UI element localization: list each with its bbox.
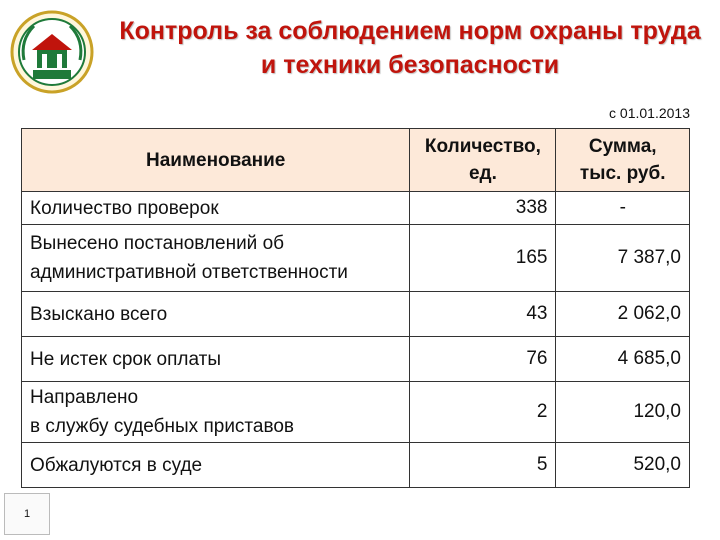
row-name-line-2: в службу судебных приставов [30, 416, 295, 437]
row-quantity: 165 [410, 225, 556, 292]
table-row [22, 192, 690, 225]
page-title [110, 14, 710, 82]
title-line-2: и техники безопасности [260, 51, 560, 79]
row-name-line-1: Количество проверок [30, 197, 219, 219]
table-row [22, 443, 690, 488]
header-quantity [410, 129, 556, 192]
header-quantity-line-2: ед. [468, 163, 497, 184]
row-quantity: 76 [410, 337, 556, 382]
row-sum: - [556, 192, 690, 225]
row-sum: 7 387,0 [556, 225, 690, 292]
table-header-row [22, 129, 690, 192]
row-name-line-1: Вынесено постановлений об [30, 233, 285, 254]
row-name [22, 225, 410, 292]
row-name-line-1: Направлено [30, 387, 139, 408]
row-sum: 2 062,0 [556, 292, 690, 337]
row-name-line-1: Не истек срок оплаты [30, 348, 222, 370]
row-name-line-1: Обжалуются в суде [30, 454, 203, 476]
slide-number: 1 [4, 493, 50, 535]
row-sum: 4 685,0 [556, 337, 690, 382]
table-row [22, 225, 690, 292]
header-sum [556, 129, 690, 192]
date-note: с 01.01.2013 [609, 105, 690, 121]
title-line-1: Контроль за соблюдением норм охраны труда [119, 17, 701, 45]
row-name [22, 382, 410, 443]
row-sum: 120,0 [556, 382, 690, 443]
row-name [22, 337, 410, 382]
table-row [22, 382, 690, 443]
row-quantity: 43 [410, 292, 556, 337]
ministry-logo-icon [10, 10, 94, 94]
row-name [22, 292, 410, 337]
row-quantity: 338 [410, 192, 556, 225]
row-name [22, 443, 410, 488]
table-row [22, 292, 690, 337]
row-sum: 520,0 [556, 443, 690, 488]
row-name-line-2: административной ответственности [30, 262, 348, 283]
header-name: Наименование [22, 129, 410, 192]
row-quantity: 5 [410, 443, 556, 488]
row-quantity: 2 [410, 382, 556, 443]
ministry-logo-emblem [10, 10, 94, 94]
row-name [22, 192, 410, 225]
header-quantity-line-1: Количество, [424, 136, 541, 157]
header-sum-line-2: тыс. руб. [579, 163, 666, 184]
row-name-line-1: Взыскано всего [30, 303, 168, 325]
header-sum-line-1: Сумма, [588, 136, 657, 157]
data-table [21, 128, 690, 488]
table-row [22, 337, 690, 382]
